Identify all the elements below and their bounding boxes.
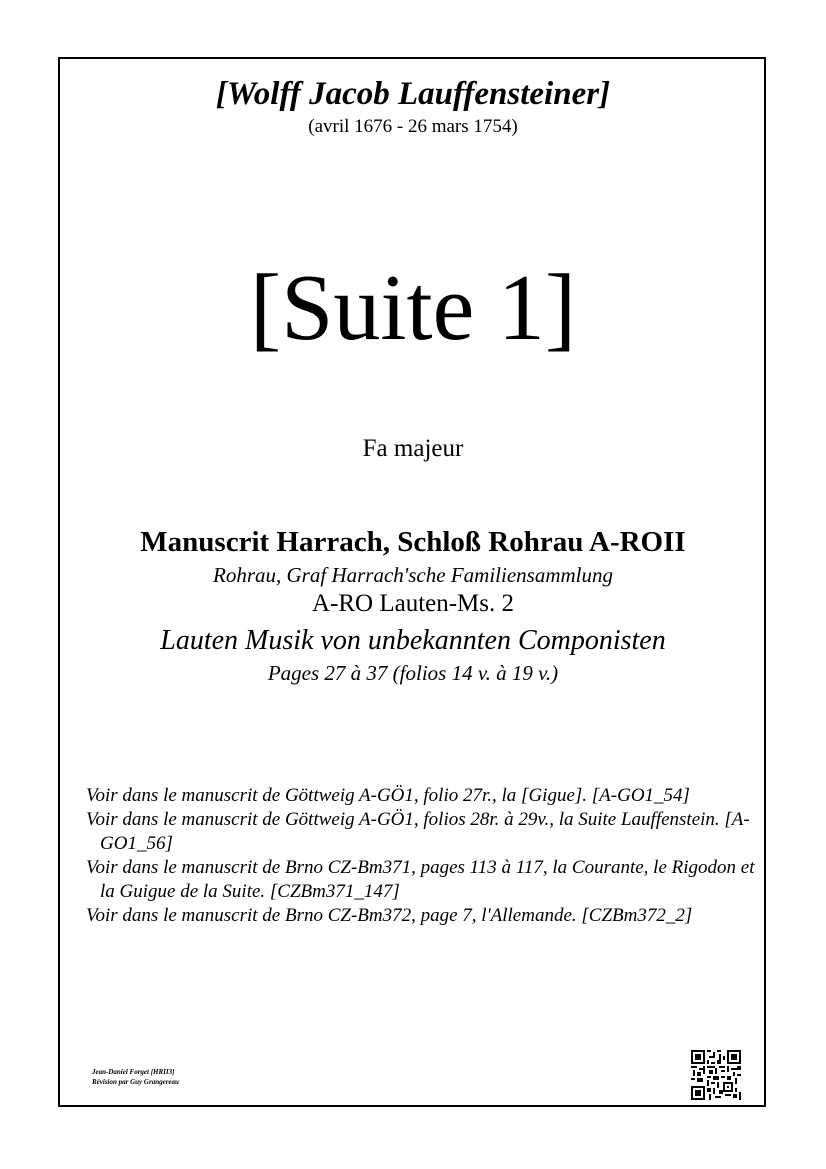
manuscript-shelfmark: A-RO Lauten-Ms. 2 — [311, 590, 515, 617]
credits — [92, 1067, 179, 1087]
concordance-note: Voir dans le manuscrit de Göttweig A-GÖ1, folios 28r. à 29v., la Suite Lauffenstein. [A-GO1_56] — [86, 809, 750, 854]
credits-revision: Révision par Guy Grangereau — [92, 1078, 179, 1086]
qr-code-icon — [691, 1050, 741, 1100]
concordance-notes — [86, 784, 756, 928]
work-key: Fa majeur — [362, 435, 464, 462]
composer-dates: (avril 1676 - 26 mars 1754) — [308, 116, 518, 137]
composer-name: [Wolff Jacob Lauffensteiner] — [215, 76, 611, 112]
concordance-note: Voir dans le manuscrit de Brno CZ-Bm372, page 7, l'Allemande. [CZBm372_2] — [86, 905, 693, 926]
concordance-note: Voir dans le manuscrit de Brno CZ-Bm371, pages 113 à 117, la Courante, le Rigodon et la Guigue de la Suite. [CZBm371_147] — [86, 857, 755, 902]
concordance-note: Voir dans le manuscrit de Göttweig A-GÖ1, folio 27r., la [Gigue]. [A-GO1_54] — [86, 785, 690, 806]
manuscript-name: Manuscrit Harrach, Schloß Rohrau A-ROII — [140, 526, 686, 558]
work-title: [Suite 1] — [249, 256, 577, 360]
credits-author: Jean-Daniel Forget [HRII3] — [92, 1068, 175, 1076]
manuscript-pages: Pages 27 à 37 (folios 14 v. à 19 v.) — [267, 661, 559, 685]
manuscript-title: Lauten Musik von unbekannten Componisten — [160, 625, 666, 656]
manuscript-place: Rohrau, Graf Harrach'sche Familiensammlung — [213, 563, 613, 587]
